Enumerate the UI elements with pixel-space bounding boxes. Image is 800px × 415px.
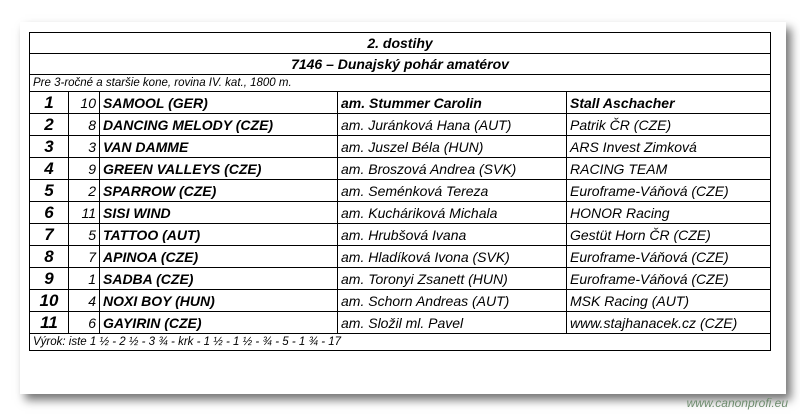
result-row bbox=[30, 180, 771, 202]
result-row bbox=[30, 290, 771, 312]
result-row bbox=[30, 92, 771, 114]
result-row bbox=[30, 246, 771, 268]
finish-position: 3 bbox=[30, 136, 69, 158]
jockey-name: am. Juszel Béla (HUN) bbox=[338, 136, 567, 158]
jockey-name: am. Broszová Andrea (SVK) bbox=[338, 158, 567, 180]
finish-position: 6 bbox=[30, 202, 69, 224]
start-number: 2 bbox=[69, 180, 100, 202]
result-row bbox=[30, 136, 771, 158]
start-number: 5 bbox=[69, 224, 100, 246]
race-conditions: Pre 3-ročné a staršie kone, rovina IV. kat., 1800 m. bbox=[30, 75, 771, 92]
owner-name: Gestüt Horn ČR (CZE) bbox=[567, 224, 771, 246]
horse-name: VAN DAMME bbox=[100, 136, 338, 158]
owner-name: MSK Racing (AUT) bbox=[567, 290, 771, 312]
owner-name: Euroframe-Váňová (CZE) bbox=[567, 268, 771, 290]
result-row bbox=[30, 268, 771, 290]
finish-position: 10 bbox=[30, 290, 69, 312]
horse-name: NOXI BOY (HUN) bbox=[100, 290, 338, 312]
horse-name: SAMOOL (GER) bbox=[100, 92, 338, 114]
start-number: 1 bbox=[69, 268, 100, 290]
result-row bbox=[30, 114, 771, 136]
finish-position: 5 bbox=[30, 180, 69, 202]
jockey-name: am. Stummer Carolin bbox=[338, 92, 567, 114]
horse-name: GAYIRIN (CZE) bbox=[100, 312, 338, 334]
race-title: 7146 – Dunajský pohár amatérov bbox=[30, 54, 771, 75]
finish-position: 8 bbox=[30, 246, 69, 268]
finish-position: 4 bbox=[30, 158, 69, 180]
start-number: 11 bbox=[69, 202, 100, 224]
result-row bbox=[30, 224, 771, 246]
start-number: 10 bbox=[69, 92, 100, 114]
watermark-text: www.canonprofi.eu bbox=[686, 396, 788, 410]
race-results-table bbox=[29, 32, 771, 351]
owner-name: Patrik ČR (CZE) bbox=[567, 114, 771, 136]
start-number: 7 bbox=[69, 246, 100, 268]
jockey-name: am. Seménková Tereza bbox=[338, 180, 567, 202]
start-number: 3 bbox=[69, 136, 100, 158]
jockey-name: am. Složil ml. Pavel bbox=[338, 312, 567, 334]
owner-name: Euroframe-Váňová (CZE) bbox=[567, 246, 771, 268]
result-row bbox=[30, 202, 771, 224]
horse-name: DANCING MELODY (CZE) bbox=[100, 114, 338, 136]
jockey-name: am. Schorn Andreas (AUT) bbox=[338, 290, 567, 312]
owner-name: Stall Aschacher bbox=[567, 92, 771, 114]
finish-position: 9 bbox=[30, 268, 69, 290]
horse-name: SPARROW (CZE) bbox=[100, 180, 338, 202]
finish-position: 1 bbox=[30, 92, 69, 114]
finish-position: 2 bbox=[30, 114, 69, 136]
horse-name: GREEN VALLEYS (CZE) bbox=[100, 158, 338, 180]
finish-position: 7 bbox=[30, 224, 69, 246]
race-margins: Výrok: iste 1 ½ - 2 ½ - 3 ¾ - krk - 1 ½ - 1 ½ - ¾ - 5 - 1 ¾ - 17 bbox=[30, 334, 771, 351]
horse-name: TATTOO (AUT) bbox=[100, 224, 338, 246]
finish-position: 11 bbox=[30, 312, 69, 334]
result-row bbox=[30, 312, 771, 334]
jockey-name: am. Hladíková Ivona (SVK) bbox=[338, 246, 567, 268]
horse-name: SISI WIND bbox=[100, 202, 338, 224]
jockey-name: am. Kucháriková Michala bbox=[338, 202, 567, 224]
race-number: 2. dostihy bbox=[30, 33, 771, 54]
jockey-name: am. Juránková Hana (AUT) bbox=[338, 114, 567, 136]
start-number: 4 bbox=[69, 290, 100, 312]
start-number: 8 bbox=[69, 114, 100, 136]
horse-name: SADBA (CZE) bbox=[100, 268, 338, 290]
start-number: 6 bbox=[69, 312, 100, 334]
jockey-name: am. Hrubšová Ivana bbox=[338, 224, 567, 246]
owner-name: HONOR Racing bbox=[567, 202, 771, 224]
owner-name: www.stajhanacek.cz (CZE) bbox=[567, 312, 771, 334]
jockey-name: am. Toronyi Zsanett (HUN) bbox=[338, 268, 567, 290]
owner-name: RACING TEAM bbox=[567, 158, 771, 180]
owner-name: Euroframe-Váňová (CZE) bbox=[567, 180, 771, 202]
horse-name: APINOA (CZE) bbox=[100, 246, 338, 268]
start-number: 9 bbox=[69, 158, 100, 180]
result-row bbox=[30, 158, 771, 180]
owner-name: ARS Invest Zimková bbox=[567, 136, 771, 158]
